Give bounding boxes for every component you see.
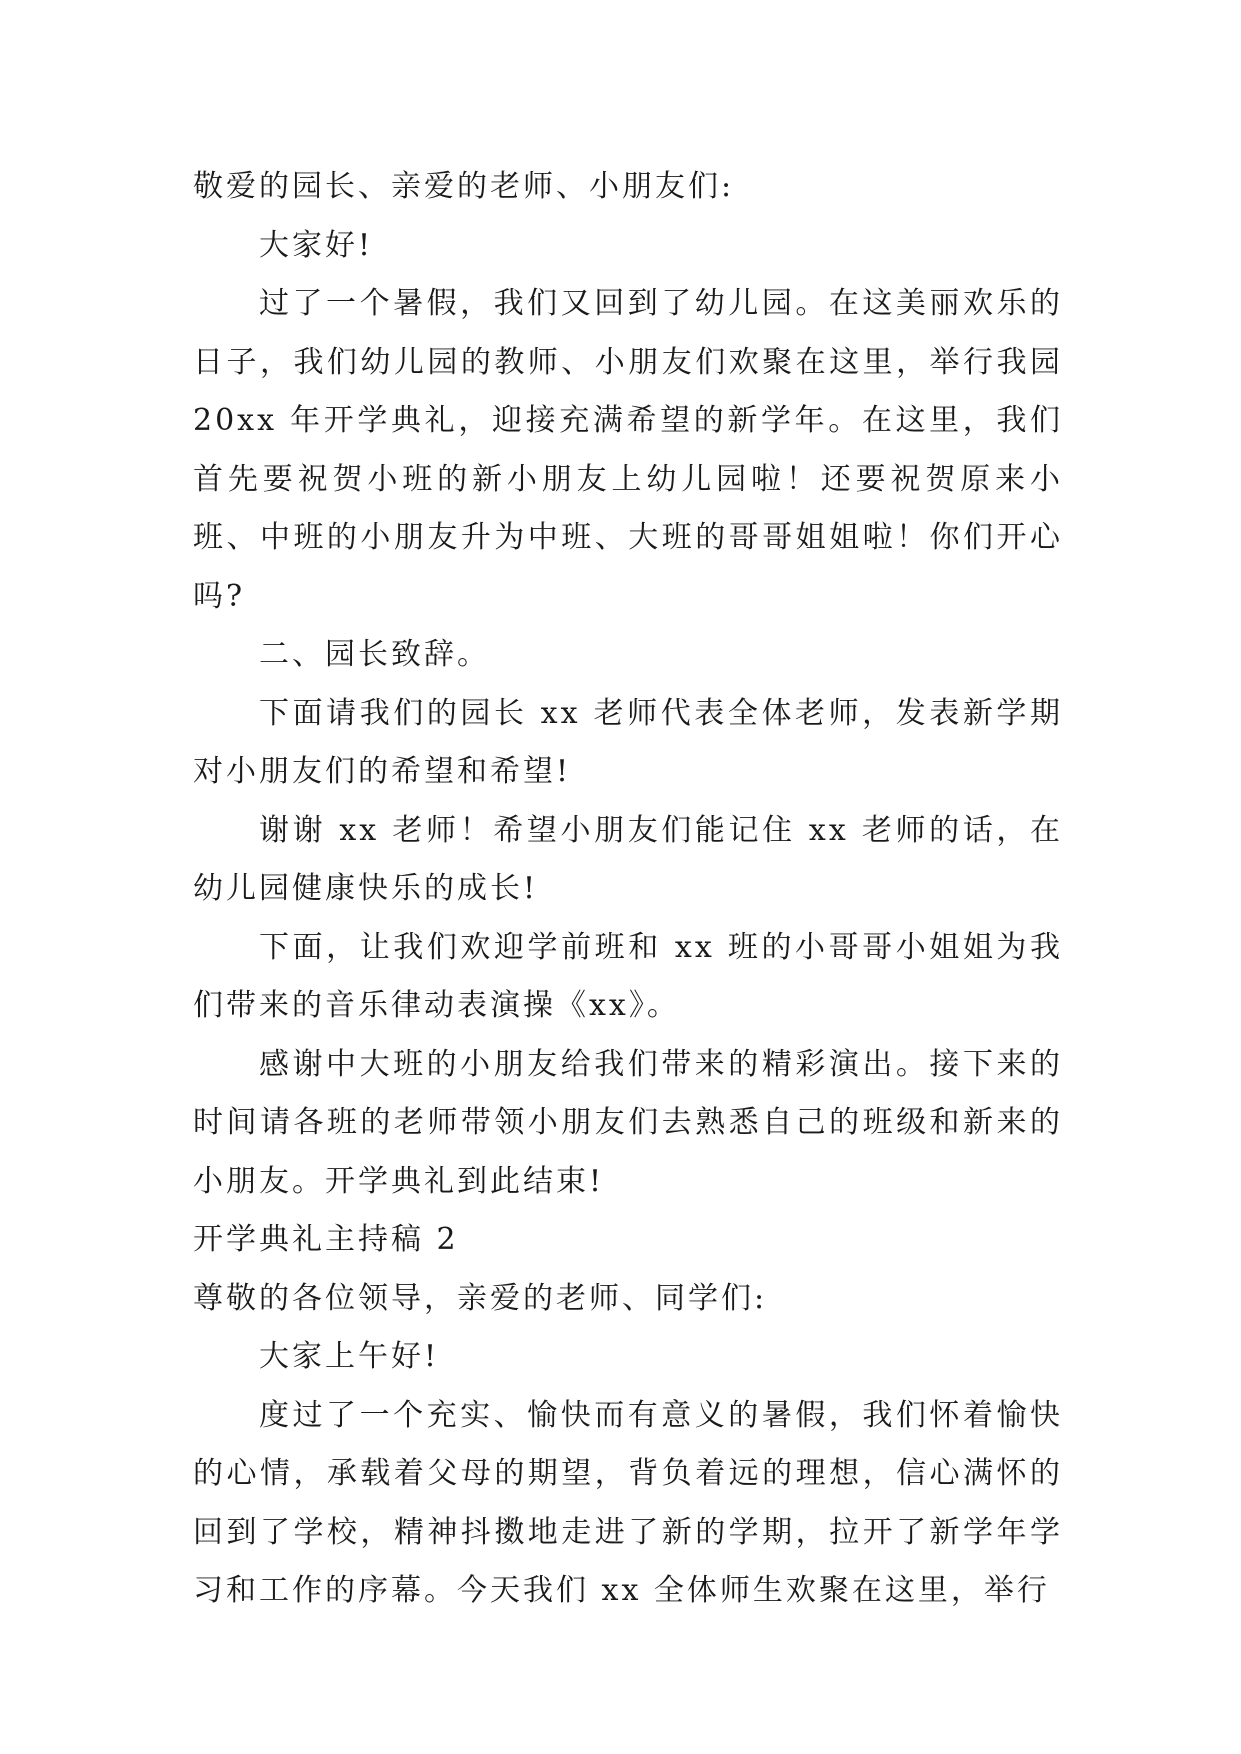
paragraph-opening: 过了一个暑假，我们又回到了幼儿园。在这美丽欢乐的日子，我们幼儿园的教师、小朋友们欢聚在这里，举行我园 20xx 年开学典礼，迎接充满希望的新学年。在这里，我们首先要祝贺小班的新小朋友上幼儿园啦！还要祝贺原来小班、中班的小朋友升为中班、大班的哥哥姐姐啦！你们开心吗?	[193, 286, 1063, 614]
section-director-speech: 二、园长致辞。	[259, 637, 490, 672]
salutation-2: 尊敬的各位领导，亲爱的老师、同学们:	[193, 1280, 768, 1316]
section-title: 开学典礼主持稿 2	[193, 1222, 459, 1257]
greeting: 大家好!	[259, 227, 374, 263]
paragraph-thanks: 谢谢 xx 老师！希望小朋友们能记住 xx 老师的话，在幼儿园健康快乐的成长!	[193, 812, 1063, 906]
paragraph-opening-2: 度过了一个充实、愉快而有意义的暑假，我们怀着愉快的心情，承载着父母的期望，背负着远的理想，信心满怀的回到了学校，精神抖擞地走进了新的学期，拉开了新学年学习和工作的序幕。今天我们 xx 全体师生欢聚在这里，举行	[193, 1397, 1063, 1608]
paragraph-performance: 下面，让我们欢迎学前班和 xx 班的小哥哥小姐姐为我们带来的音乐律动表演操《xx》。	[193, 929, 1063, 1023]
paragraph-director-invite: 下面请我们的园长 xx 老师代表全体老师，发表新学期对小朋友们的希望和希望!	[193, 695, 1063, 789]
greeting-2: 大家上午好!	[259, 1339, 440, 1374]
salutation: 敬爱的园长、亲爱的老师、小朋友们:	[193, 169, 735, 204]
document-body	[193, 158, 1063, 1621]
paragraph-closing: 感谢中大班的小朋友给我们带来的精彩演出。接下来的时间请各班的老师带领小朋友们去熟悉自己的班级和新来的小朋友。开学典礼到此结束!	[193, 1046, 1063, 1199]
